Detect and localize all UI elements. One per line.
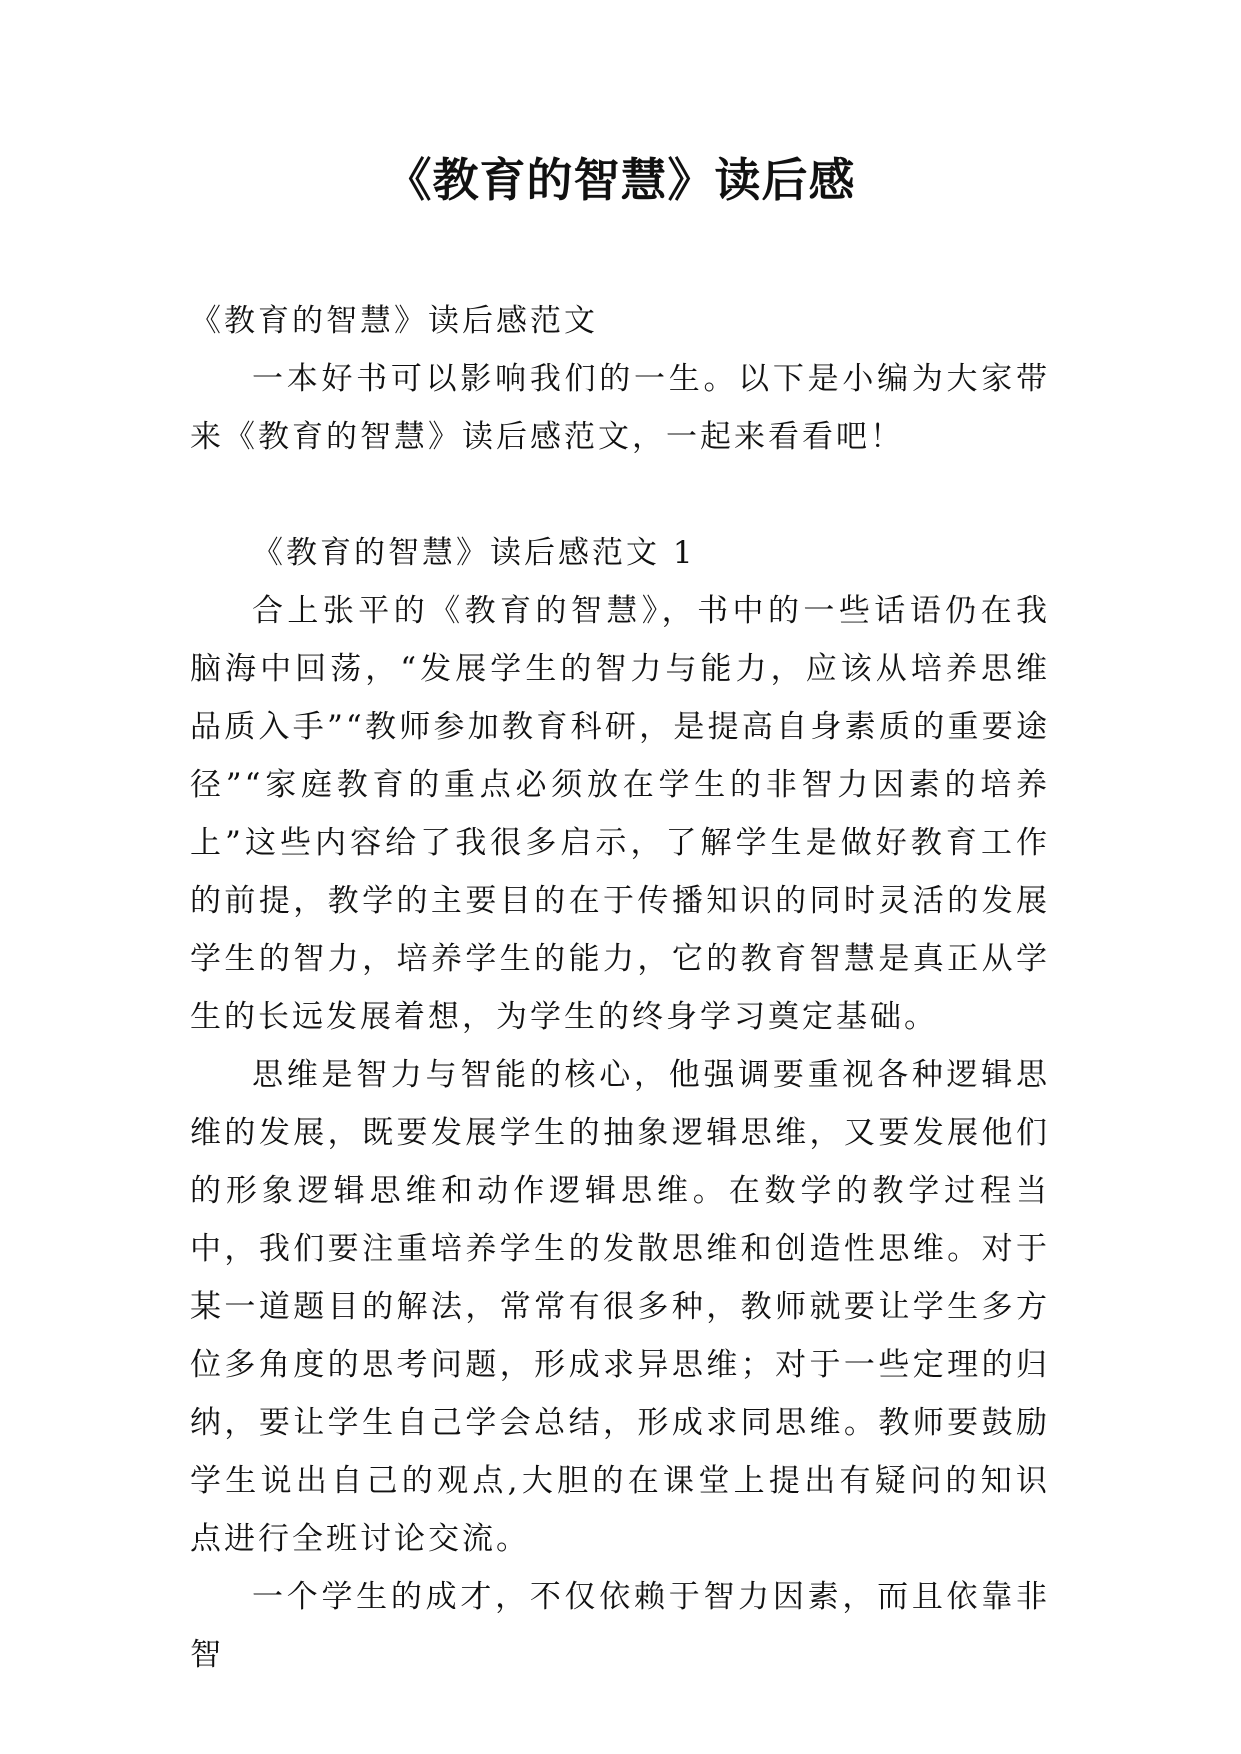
section-heading: 《教育的智慧》读后感范文 1 bbox=[252, 535, 696, 571]
blank-line bbox=[190, 466, 1050, 524]
intro-paragraph: 一本好书可以影响我们的一生。以下是小编为大家带来《教育的智慧》读后感范文，一起来看看吧！ bbox=[190, 361, 1050, 455]
body-paragraph-1: 合上张平的《教育的智慧》，书中的一些话语仍在我脑海中回荡，“发展学生的智力与能力，应该从培养思维品质入手”“教师参加教育科研，是提高自身素质的重要途径”“家庭教育的重点必须放在学生的非智力因素的培养上”这些内容给了我很多启示，了解学生是做好教育工作的前提，教学的主要目的在于传播知识的同时灵活的发展学生的智力，培养学生的能力，它的教育智慧是真正从学生的长远发展着想，为学生的终身学习奠定基础。 bbox=[190, 593, 1050, 1035]
body-paragraph-2: 思维是智力与智能的核心，他强调要重视各种逻辑思维的发展，既要发展学生的抽象逻辑思维，又要发展他们的形象逻辑思维和动作逻辑思维。在数学的教学过程当中，我们要注重培养学生的发散思维和创造性思维。对于某一道题目的解法，常常有很多种，教师就要让学生多方位多角度的思考问题，形成求异思维；对于一些定理的归纳，要让学生自己学会总结，形成求同思维。教师要鼓励学生说出自己的观点,大胆的在课堂上提出有疑问的知识点进行全班讨论交流。 bbox=[190, 1057, 1050, 1557]
document-body bbox=[190, 292, 1050, 1684]
subtitle: 《教育的智慧》读后感范文 bbox=[190, 303, 598, 339]
document-title: 《教育的智慧》读后感 bbox=[385, 153, 856, 207]
body-paragraph-3: 一个学生的成才，不仅依赖于智力因素，而且依靠非智 bbox=[190, 1579, 1050, 1673]
